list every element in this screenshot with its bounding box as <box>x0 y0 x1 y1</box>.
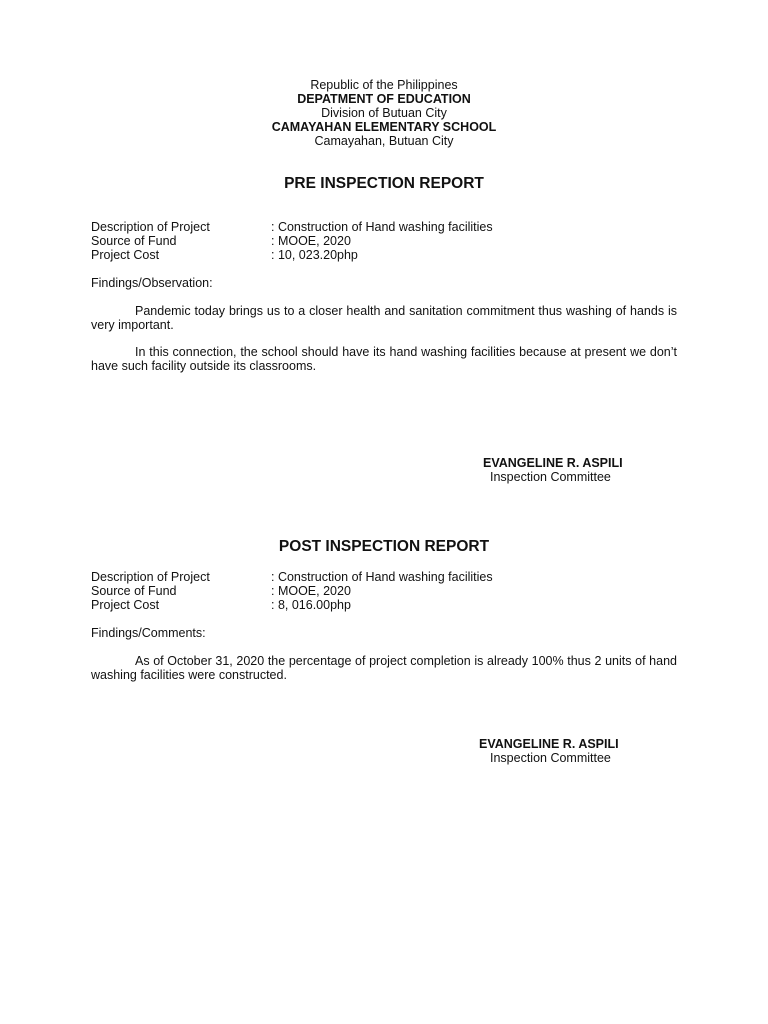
post-paragraph-1: As of October 31, 2020 the percentage of project completion is already 100% thus 2 units of hand washing facilities were constructed. <box>91 654 677 682</box>
pre-paragraph-1: Pandemic today brings us to a closer health and sanitation commitment thus washing of hands is very important. <box>91 304 677 332</box>
pre-report-title: PRE INSPECTION REPORT <box>284 175 484 192</box>
letterhead-division: Division of Butuan City <box>321 106 447 120</box>
letterhead-department: DEPATMENT OF EDUCATION <box>297 92 471 106</box>
post-report-title: POST INSPECTION REPORT <box>278 538 490 555</box>
pre-findings-heading: Findings/Observation: <box>91 276 213 290</box>
post-field-value-source: : MOOE, 2020 <box>271 584 351 598</box>
pre-paragraph-2: In this connection, the school should have its hand washing facilities because at present we don’t have such facility outside its classrooms. <box>91 345 677 373</box>
pre-signatory-role: Inspection Committee <box>490 470 611 484</box>
pre-field-value-source: : MOOE, 2020 <box>271 234 351 248</box>
post-field-label-description: Description of Project <box>91 570 210 584</box>
post-field-label-cost: Project Cost <box>91 598 160 612</box>
post-field-value-cost: : 8, 016.00php <box>271 598 351 612</box>
pre-field-value-cost: : 10, 023.20php <box>271 248 358 262</box>
pre-field-value-description: : Construction of Hand washing facilities <box>271 220 493 234</box>
letterhead-school: CAMAYAHAN ELEMENTARY SCHOOL <box>271 120 497 134</box>
post-findings-heading: Findings/Comments: <box>91 626 206 640</box>
letterhead-republic: Republic of the Philippines <box>310 78 458 92</box>
pre-signatory-name: EVANGELINE R. ASPILI <box>483 456 623 470</box>
pre-field-label-cost: Project Cost <box>91 248 160 262</box>
pre-field-label-description: Description of Project <box>91 220 210 234</box>
post-signatory-name: EVANGELINE R. ASPILI <box>479 737 619 751</box>
post-signatory-role: Inspection Committee <box>490 751 611 765</box>
pre-field-label-source: Source of Fund <box>91 234 177 248</box>
letterhead-address: Camayahan, Butuan City <box>314 134 454 148</box>
post-field-value-description: : Construction of Hand washing facilities <box>271 570 493 584</box>
post-field-label-source: Source of Fund <box>91 584 177 598</box>
